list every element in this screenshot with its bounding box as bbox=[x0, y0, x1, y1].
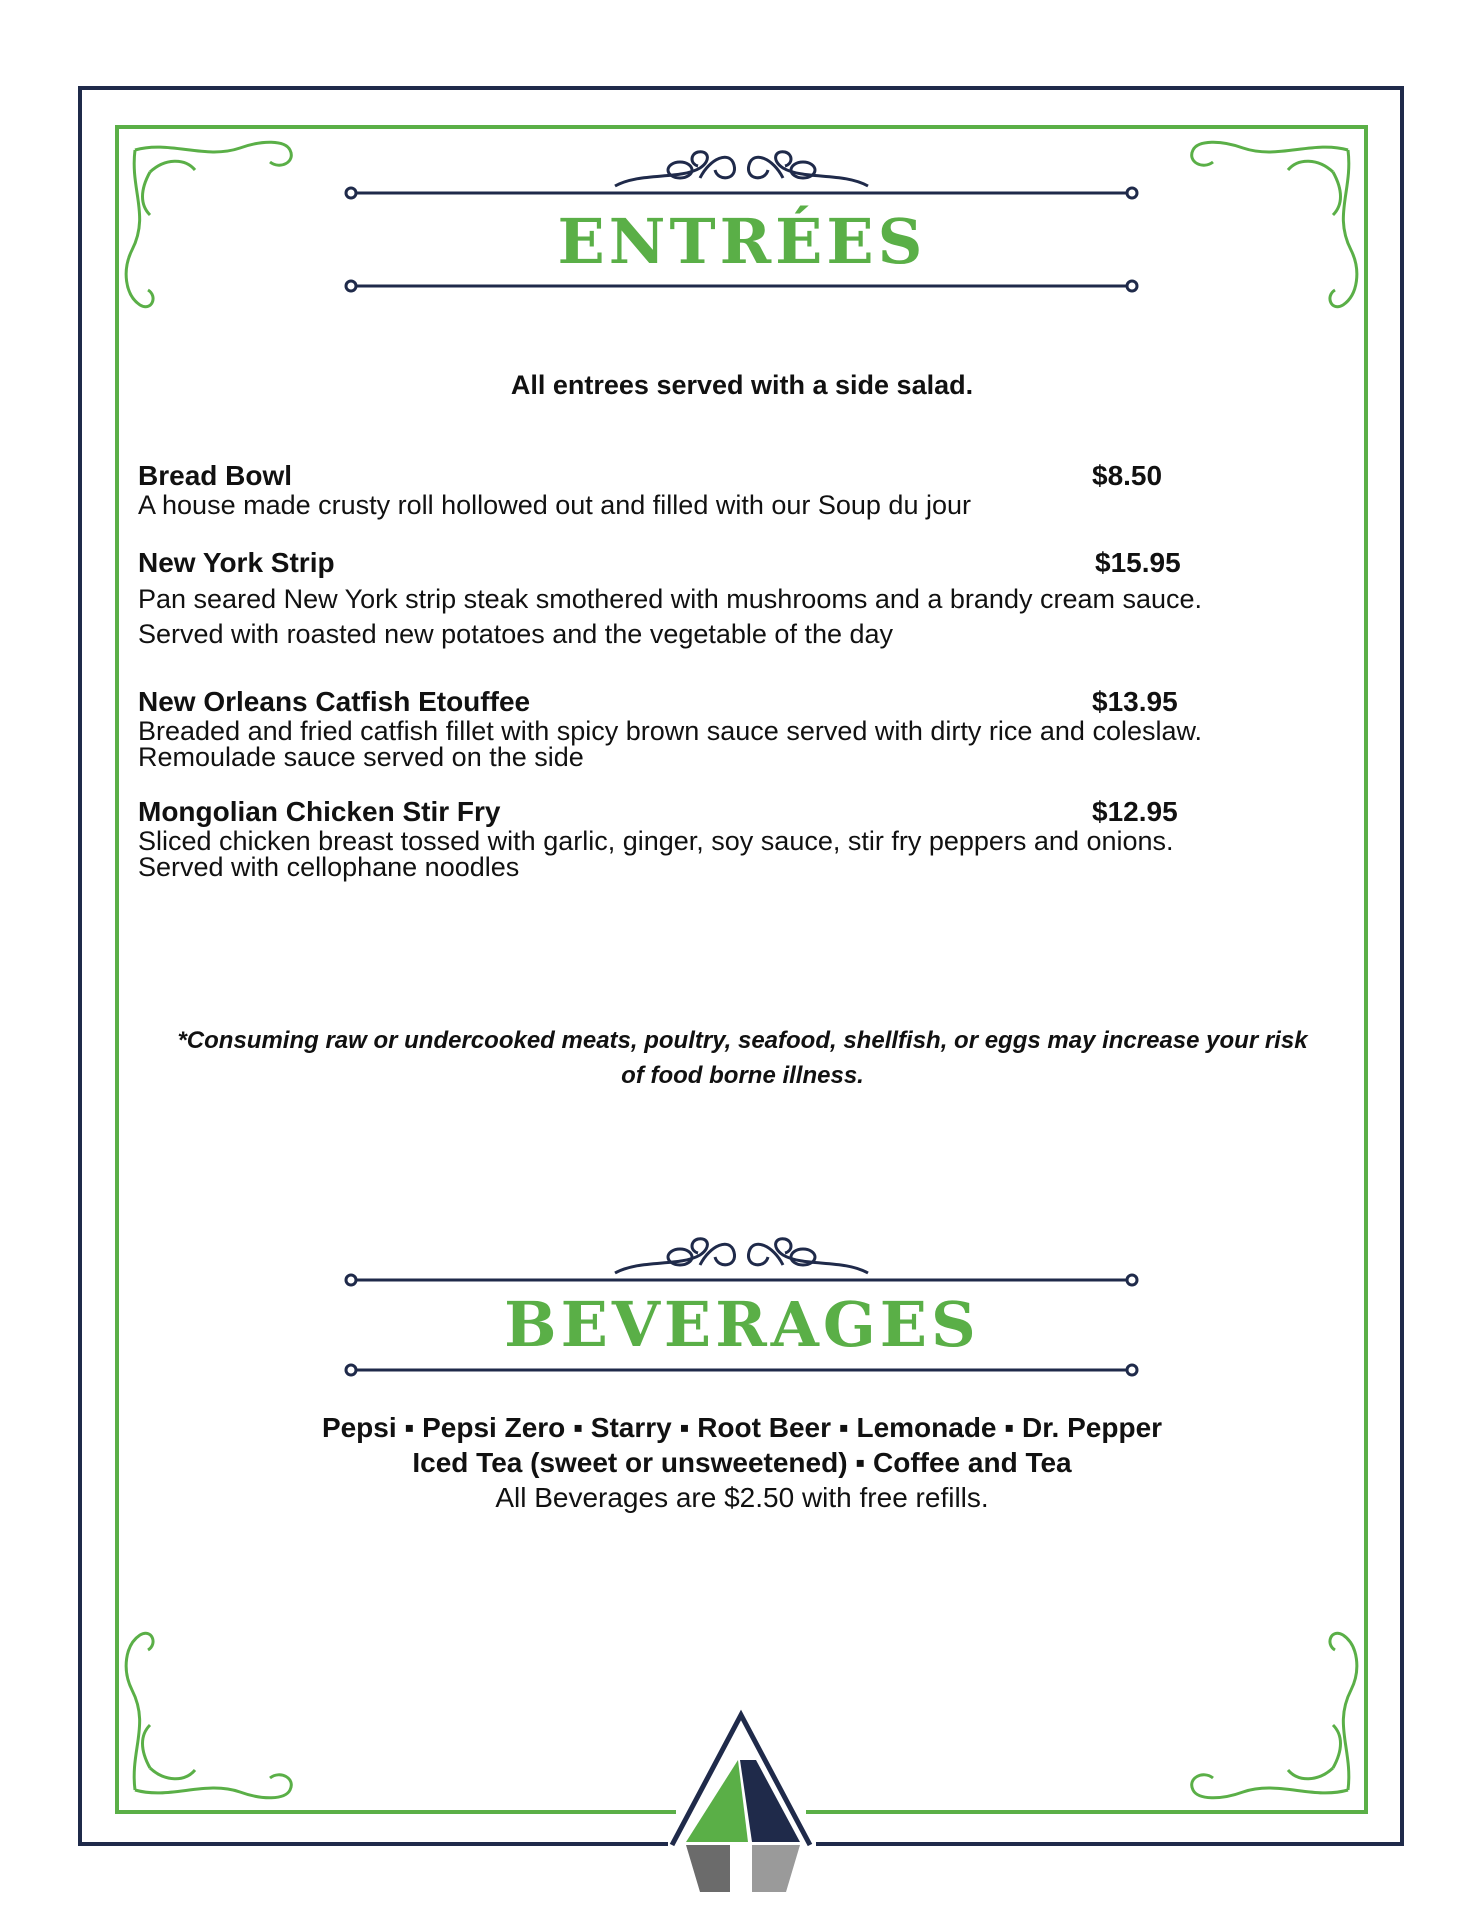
disclaimer-line: of food borne illness. bbox=[621, 1062, 864, 1089]
item-description: Remoulade sauce served on the side bbox=[138, 742, 584, 772]
item-description: A house made crusty roll hollowed out and filled with our Soup du jour bbox=[138, 490, 971, 520]
item-price: $12.95 bbox=[1092, 796, 1178, 827]
item-description: Sliced chicken breast tossed with garlic, ginger, soy sauce, stir fry peppers and onions. bbox=[138, 826, 1174, 856]
entrees-heading: ENTRÉES bbox=[557, 205, 927, 278]
entrees-intro: All entrees served with a side salad. bbox=[510, 370, 974, 400]
item-description: Breaded and fried catfish fillet with spicy brown sauce served with dirty rice and coleslaw. bbox=[138, 716, 1203, 746]
item-description: Served with cellophane noodles bbox=[138, 852, 520, 882]
item-price: $8.50 bbox=[1092, 460, 1163, 491]
item-price: $15.95 bbox=[1095, 547, 1181, 578]
item-price: $13.95 bbox=[1092, 686, 1178, 717]
corner-flourish-bottom-right bbox=[1192, 1633, 1357, 1798]
outer-border bbox=[80, 88, 1402, 1844]
item-name: Bread Bowl bbox=[138, 460, 293, 491]
item-description: Pan seared New York strip steak smothered with mushrooms and a brandy cream sauce. bbox=[138, 584, 1203, 614]
item-description: Served with roasted new potatoes and the vegetable of the day bbox=[138, 619, 894, 649]
beverages-note: All Beverages are $2.50 with free refills. bbox=[495, 1482, 989, 1513]
beverages-list-line: Iced Tea (sweet or unsweetened) ▪ Coffee and Tea bbox=[412, 1447, 1072, 1478]
item-name: Mongolian Chicken Stir Fry bbox=[138, 796, 501, 827]
logo bbox=[672, 1715, 810, 1892]
item-name: New Orleans Catfish Etouffee bbox=[138, 686, 531, 717]
corner-flourish-bottom-left bbox=[126, 1633, 291, 1798]
beverages-heading: BEVERAGES bbox=[504, 1288, 980, 1361]
disclaimer-line: *Consuming raw or undercooked meats, poultry, seafood, shellfish, or eggs may increase your risk bbox=[177, 1027, 1308, 1054]
beverages-list-line: Pepsi ▪ Pepsi Zero ▪ Starry ▪ Root Beer ▪ Lemonade ▪ Dr. Pepper bbox=[321, 1412, 1163, 1443]
item-name: New York Strip bbox=[138, 547, 335, 578]
